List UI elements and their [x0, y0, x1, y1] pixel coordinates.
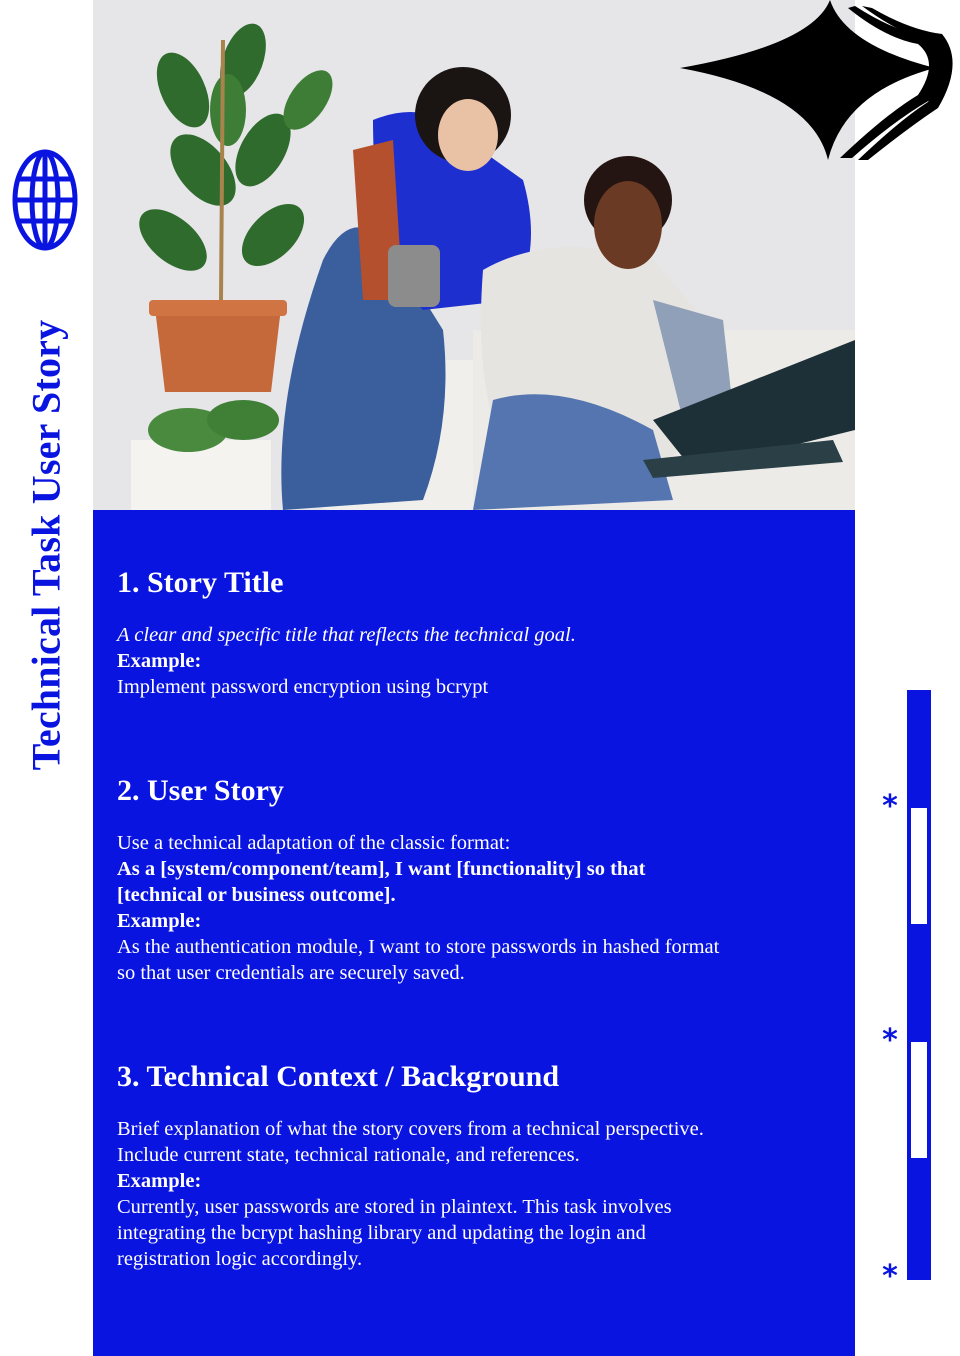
section-heading: 2. User Story — [117, 774, 284, 807]
example-text: registration logic accordingly. — [117, 1248, 363, 1270]
example-text: Implement password encryption using bcrypt — [117, 676, 489, 698]
example-label: Example: — [117, 1170, 202, 1192]
progress-gap — [911, 1042, 927, 1158]
section-heading: 3. Technical Context / Background — [117, 1060, 560, 1093]
asterisk-marker: * — [882, 1023, 898, 1058]
example-text: As the authentication module, I want to store passwords in hashed format — [117, 936, 720, 958]
section-heading: 1. Story Title — [117, 566, 284, 599]
example-label: Example: — [117, 910, 202, 932]
section-description: A clear and specific title that reflects the technical goal. — [117, 624, 576, 646]
section-intro: Use a technical adaptation of the classic format: — [117, 832, 511, 854]
format-line: As a [system/component/team], I want [functionality] so that — [117, 858, 646, 880]
example-text: Currently, user passwords are stored in plaintext. This task involves — [117, 1196, 672, 1218]
example-label: Example: — [117, 650, 202, 672]
document-title: Technical Task User Story — [23, 319, 69, 771]
four-point-star-icon — [680, 0, 960, 162]
asterisk-marker: * — [882, 789, 898, 824]
example-text: integrating the bcrypt hashing library and updating the login and — [117, 1222, 646, 1244]
section-description: Include current state, technical rationale, and references. — [117, 1144, 580, 1166]
progress-bar — [907, 690, 931, 1280]
content-panel — [93, 510, 855, 1356]
example-text: so that user credentials are securely saved. — [117, 962, 465, 984]
section-user-story — [117, 773, 817, 986]
progress-gap — [911, 808, 927, 924]
globe-icon — [12, 148, 78, 252]
section-story-title — [117, 565, 817, 700]
section-description: Brief explanation of what the story covers from a technical perspective. — [117, 1118, 704, 1140]
section-technical-context — [117, 1059, 817, 1272]
asterisk-marker: * — [882, 1259, 898, 1294]
format-line: [technical or business outcome]. — [117, 884, 396, 906]
